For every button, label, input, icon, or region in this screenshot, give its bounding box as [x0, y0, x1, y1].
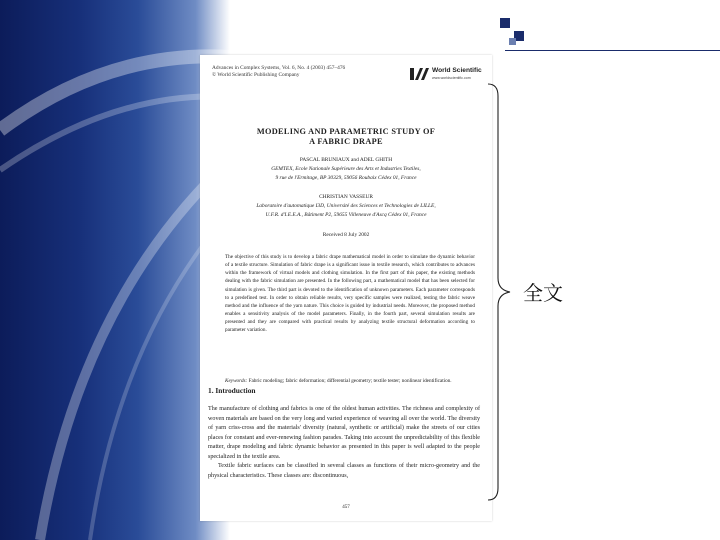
- keywords-label: Keywords:: [225, 378, 248, 384]
- publisher-logo-icon: [410, 66, 430, 82]
- journal-reference: [212, 65, 345, 79]
- decor-square: [500, 18, 510, 28]
- intro-paragraph: Textile fabric surfaces can be classified in several classes as functions of their micro-geometry and the physical characteristics. These classes are: discontinuous,: [208, 463, 480, 479]
- affiliation-line: U.F.R. d'I.E.E.A., Bâtiment P2, 59655 Villeneuve d'Ascq Cédex 01, France: [265, 212, 427, 218]
- introduction-text: [208, 405, 480, 481]
- decor-square: [509, 38, 516, 45]
- affiliation-line: GEMTEX, Ecole Nationale Supérieure des Arts et Industries Textiles,: [271, 166, 421, 172]
- page-number: 457: [342, 505, 350, 510]
- title-line: MODELING AND PARAMETRIC STUDY OF: [256, 127, 436, 136]
- publisher-url: www.worldscientific.com: [432, 76, 471, 80]
- affiliation-line: Laboratoire d'automatique I3D, Université des Sciences et Technologies de LILLE,: [256, 203, 436, 209]
- top-rule: [505, 50, 720, 51]
- paper-page: [200, 55, 492, 521]
- paper-title: [220, 127, 472, 147]
- copyright-line: © World Scientific Publishing Company: [212, 72, 300, 78]
- keywords-text: Fabric modeling; fabric deformation; differential geometry; textile tester; nonlinear identification.: [248, 378, 452, 384]
- received-date: Received 8 July 2002: [322, 232, 370, 238]
- title-line: A FABRIC DRAPE: [309, 137, 383, 146]
- publisher-name: World Scientific: [432, 67, 482, 74]
- abstract: The objective of this study is to develop a fabric drape mathematical model in order to simulate the dynamic behavior of a textile structure. Simulation of fabric drape is a significant issue in textile research, which contributes to advances within the framework of virtual models and clothing simulation. In the first part of this paper, the existing methods dealing with the fabric simulation are presented. In the following part, a mathematical model that has been selected for simulation is given. The third part is devoted to the identification of unknown parameters. Each parameter corresponds to a predefined test. In order to obtain reliable results, very specific samples were realized, testing the fabric weave method and the influence of the yarn nature. This choice is guided by industrial needs. Moreover, the proposed method enables a sensitivity analysis of the model parameters. Finally, in the fourth part, several simulation results are presented and they are compared with practical results by analyzing textile structural deformation according to parameter variation.: [225, 254, 475, 334]
- authors-primary: PASCAL BRUNIAUX and ADEL GHITH: [299, 157, 393, 163]
- curly-brace-icon: [484, 82, 514, 502]
- publisher-logo: [410, 66, 482, 84]
- intro-paragraph: The manufacture of clothing and fabrics is one of the oldest human activities. The richness and complexity of woven materials are based on the very long and varied experience of weaving all over the world. The diversity of yarn criss-cross and the materials' diversity (natural, synthetic or artificial) make the streets of our cities places for constant and ever-renewing fashion parades. Taking into account the unpredictability of this flexible matter, drape modeling and fabric dynamic behavior as presented in this paper is well adapted to the people specialized in the textile area.: [208, 406, 480, 460]
- keywords: [225, 377, 475, 385]
- affiliation-line: 9 rue de l'Ermitage, BP 30329, 59056 Roubaix Cédex 01, France: [275, 175, 417, 181]
- authors-secondary: CHRISTIAN VASSEUR: [319, 194, 373, 200]
- journal-line: Advances in Complex Systems, Vol. 6, No. 4 (2003) 457–476: [212, 65, 346, 71]
- section-heading: 1. Introduction: [208, 386, 256, 395]
- full-text-label: 全文: [523, 281, 563, 305]
